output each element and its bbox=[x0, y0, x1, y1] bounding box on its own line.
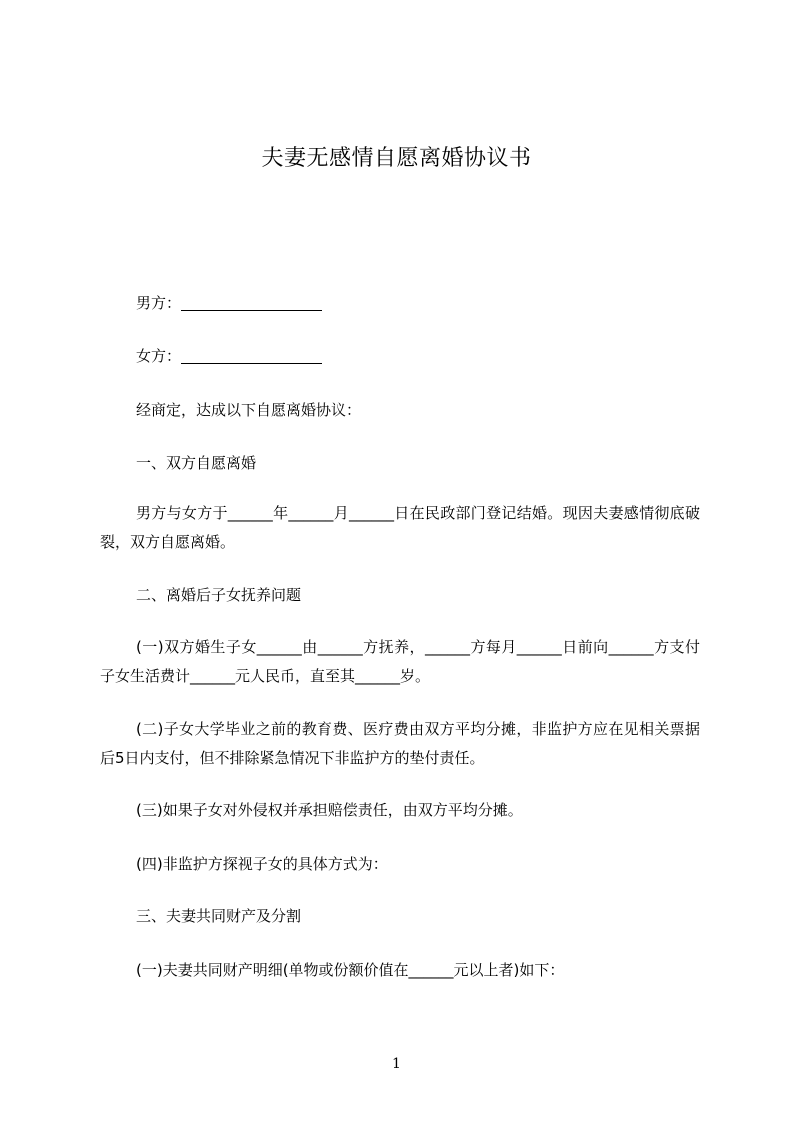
section3-item1: (一)夫妻共同财产明细(单物或份额价值在______元以上者)如下： bbox=[136, 961, 565, 979]
female-party-blank bbox=[181, 347, 322, 364]
female-party-line bbox=[136, 345, 322, 366]
section1-heading: 一、双方自愿离婚 bbox=[136, 454, 257, 472]
intro-text: 经商定，达成以下自愿离婚协议： bbox=[136, 401, 362, 419]
section2-item4: (四)非监护方探视子女的具体方式为： bbox=[136, 855, 388, 873]
section2-item2: (二)子女大学毕业之前的教育费、医疗费由双方平均分摊，非监护方应在见相关票据后5日内支付，但不排除紧急情况下非监护方的垫付责任。 bbox=[100, 720, 700, 767]
male-party-line bbox=[136, 292, 322, 313]
page-number: 1 bbox=[392, 1056, 401, 1072]
document-title: 夫妻无感情自愿离婚协议书 bbox=[261, 146, 532, 171]
section2-item1: (一)双方婚生子女______由______方抚养，______方每月______日前向______方支付子女生活费计______元人民币，直至其______岁。 bbox=[100, 638, 700, 685]
male-party-blank bbox=[181, 294, 322, 311]
section2-heading: 二、离婚后子女抚养问题 bbox=[136, 586, 302, 604]
section1-text: 男方与女方于______年______月______日在民政部门登记结婚。现因夫妻感情彻底破裂，双方自愿离婚。 bbox=[100, 504, 700, 551]
section3-heading: 三、夫妻共同财产及分割 bbox=[136, 907, 302, 925]
female-party-label: 女方： bbox=[136, 347, 182, 365]
male-party-label: 男方： bbox=[136, 294, 182, 312]
section2-item3: (三)如果子女对外侵权并承担赔偿责任，由双方平均分摊。 bbox=[136, 801, 523, 819]
